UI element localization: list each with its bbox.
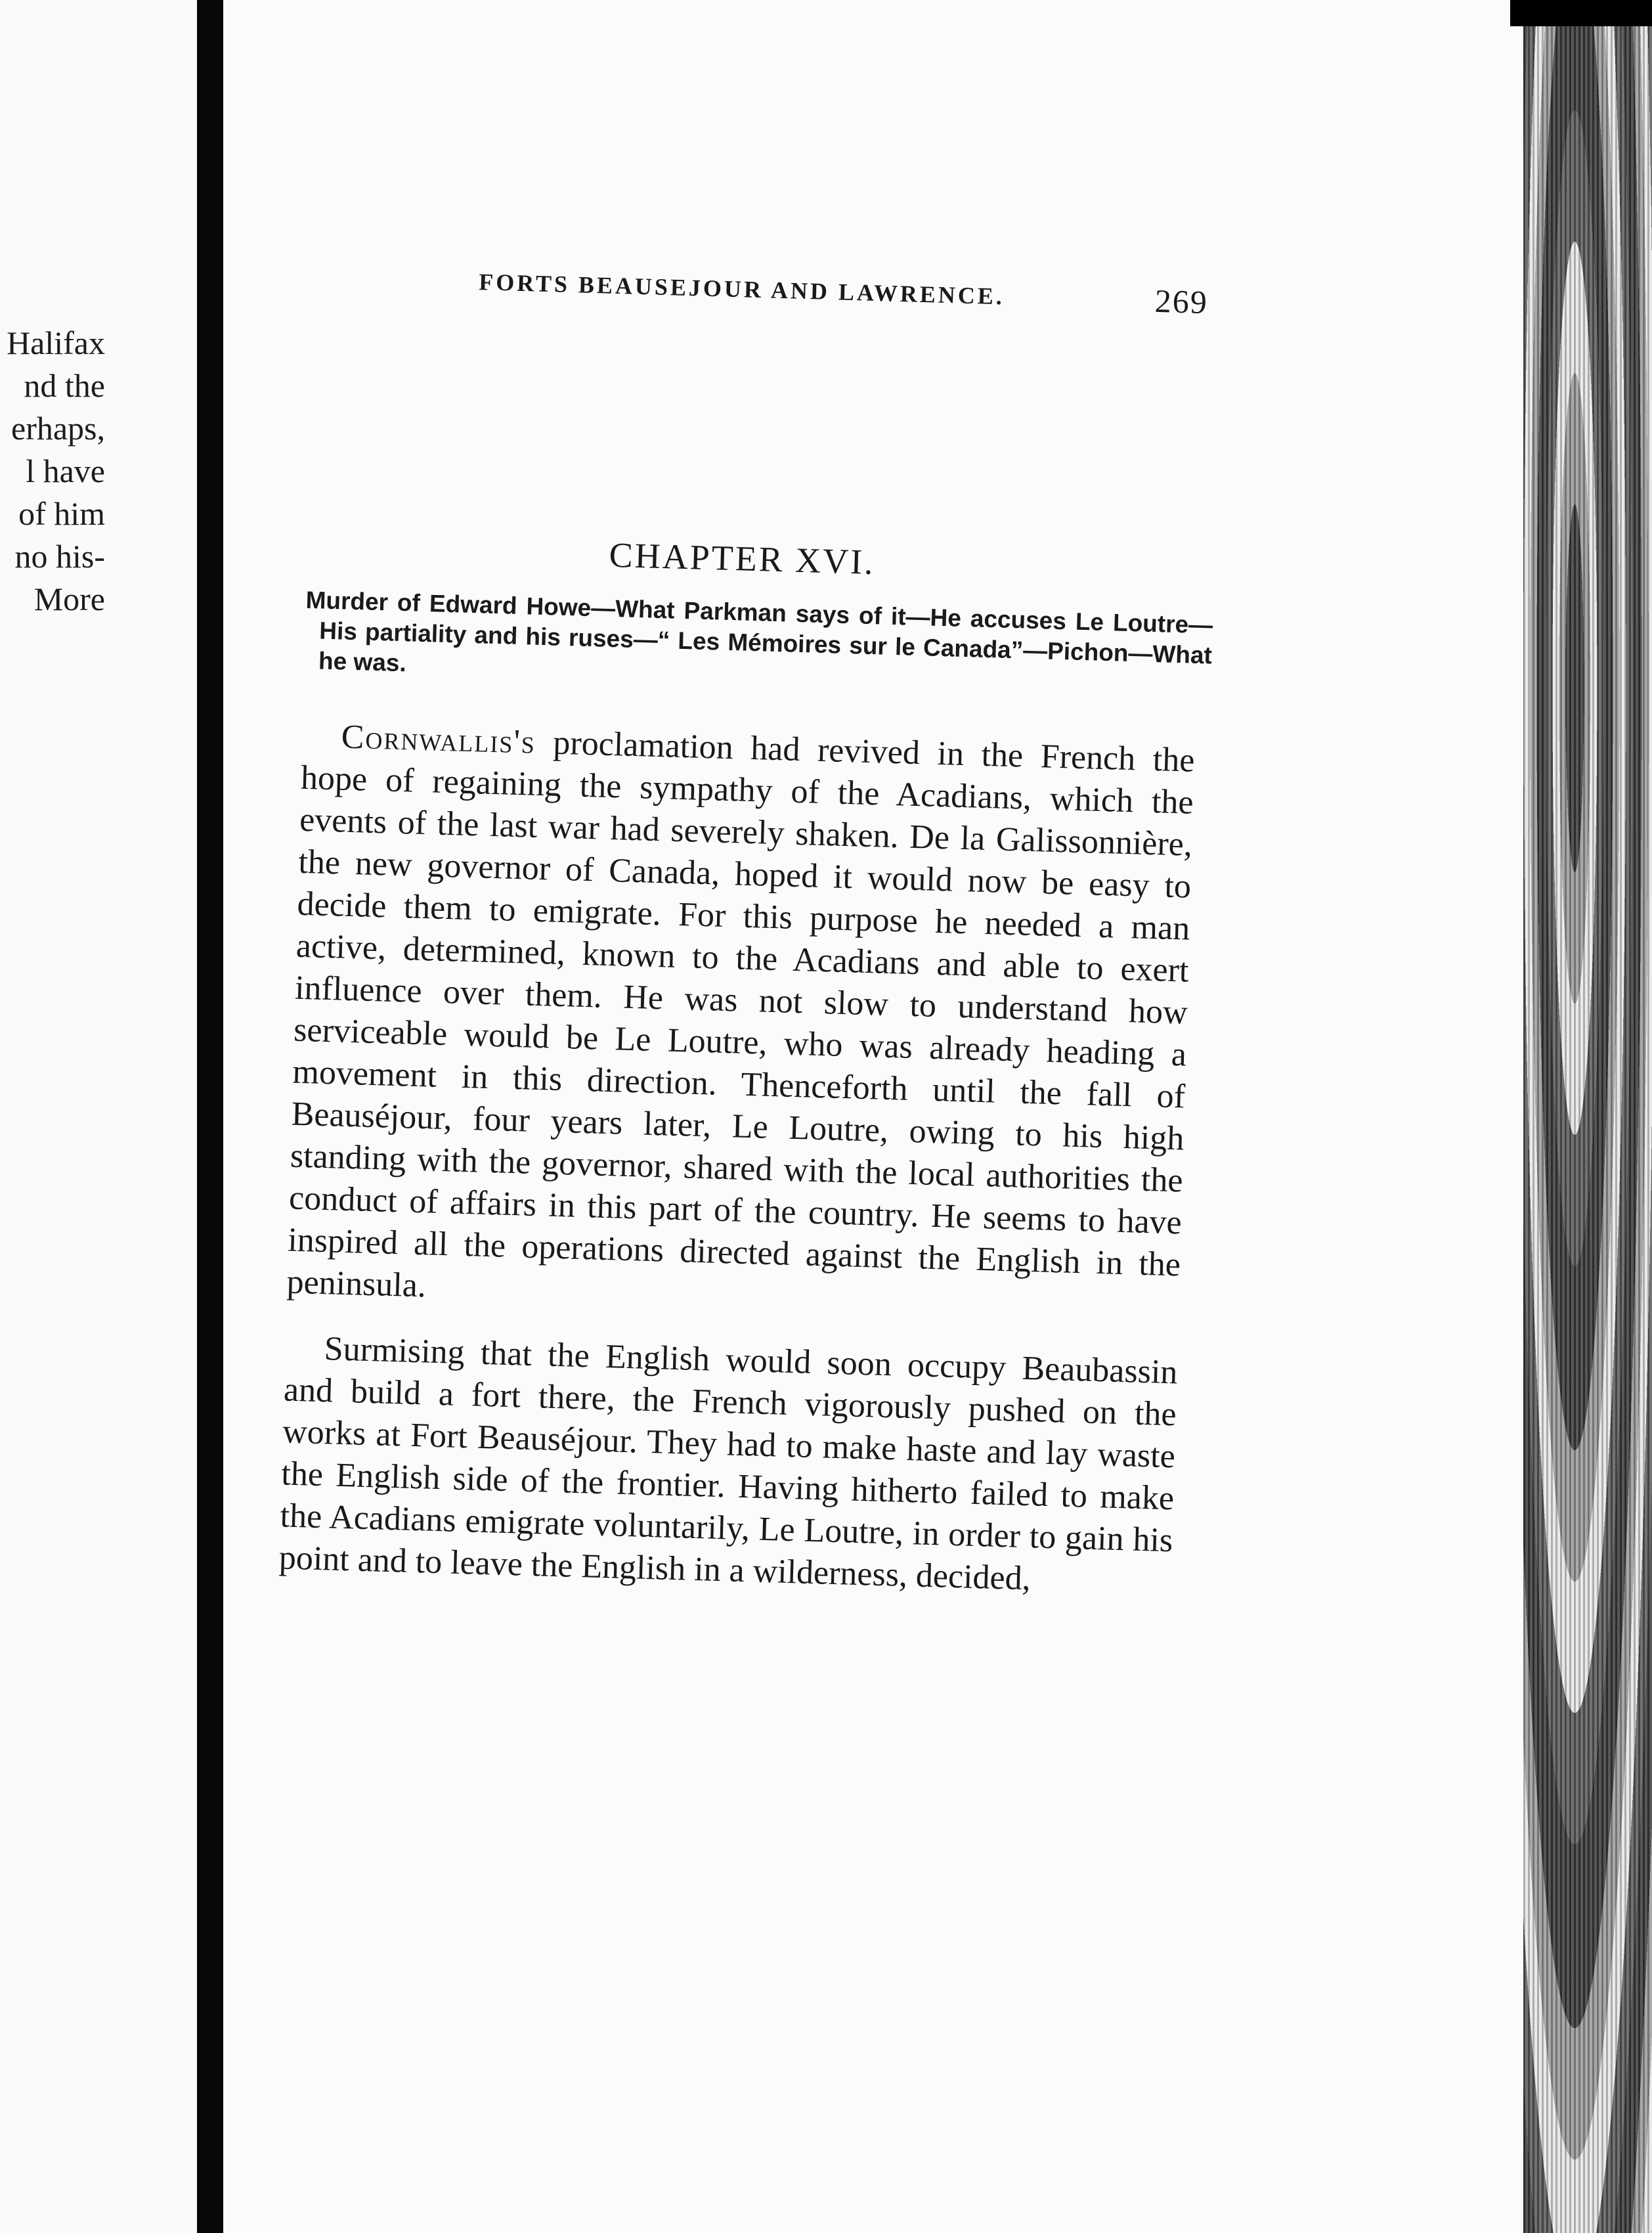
left-fragment: of him: [18, 495, 105, 532]
book-gutter: [197, 0, 223, 2233]
left-fragment: Halifax: [7, 324, 105, 361]
left-fragment: nd the: [24, 367, 105, 404]
left-fragment: no his-: [14, 538, 105, 575]
marbled-page-edge: [1523, 26, 1652, 2233]
paragraph: [286, 715, 1195, 1329]
left-fragment: More: [33, 581, 105, 617]
left-fragment: erhaps,: [11, 410, 105, 447]
page-top-shadow: [1510, 0, 1652, 26]
paragraph: Surmising that the English would soon occupy Beaubassin and build a fort there, the French vigorously pushed on the works at Fort Beauséjour. They had to make haste and lay waste the English side of the frontier. Having hitherto failed to make the Acadians emigrate voluntarily, Le Loutre, in order to gain his point and to leave the English in a wilderness, decided,: [278, 1330, 1179, 1598]
chapter-summary: Murder of Edward Howe—What Parkman says of it—He accuses Le Loutre—His partiality and his ruses—“ Les Mémoires sur le Canada”—Pichon—What he was.: [305, 586, 1213, 677]
body-text: [278, 715, 1195, 1604]
paragraph-lead-word: Cornwallis's: [341, 718, 536, 761]
left-facing-page: [0, 0, 197, 2233]
left-page-text-fragments: [7, 322, 105, 621]
left-fragment: l have: [26, 453, 105, 489]
page-number: 269: [1154, 282, 1209, 321]
page-text-block: [251, 263, 1213, 1627]
paragraph-text: proclamation had revived in the French the hope of regaining the sympathy of the Acadians, which the events of the last war had severely shaken. De la Galissonnière, the new governor of Canada, hoped it would now be easy to decide them to emigrate. For this purpose he needed a man active, determined, known to the Acadians and able to exert influence over them. He was not slow to understand how serviceable would be Le Loutre, who was already heading a movement in this direction. Thenceforth until the fall of Beauséjour, four years later, Le Loutre, owing to his high standing with the governor, shared with the local authorities the conduct of affairs in this part of the country. He seems to have inspired all the operations directed against the English in the peninsula.: [286, 723, 1196, 1305]
running-head-title: FORTS BEAUSEJOUR AND LAWRENCE.: [478, 269, 1005, 310]
chapter-heading: CHAPTER XVI.: [608, 535, 876, 583]
